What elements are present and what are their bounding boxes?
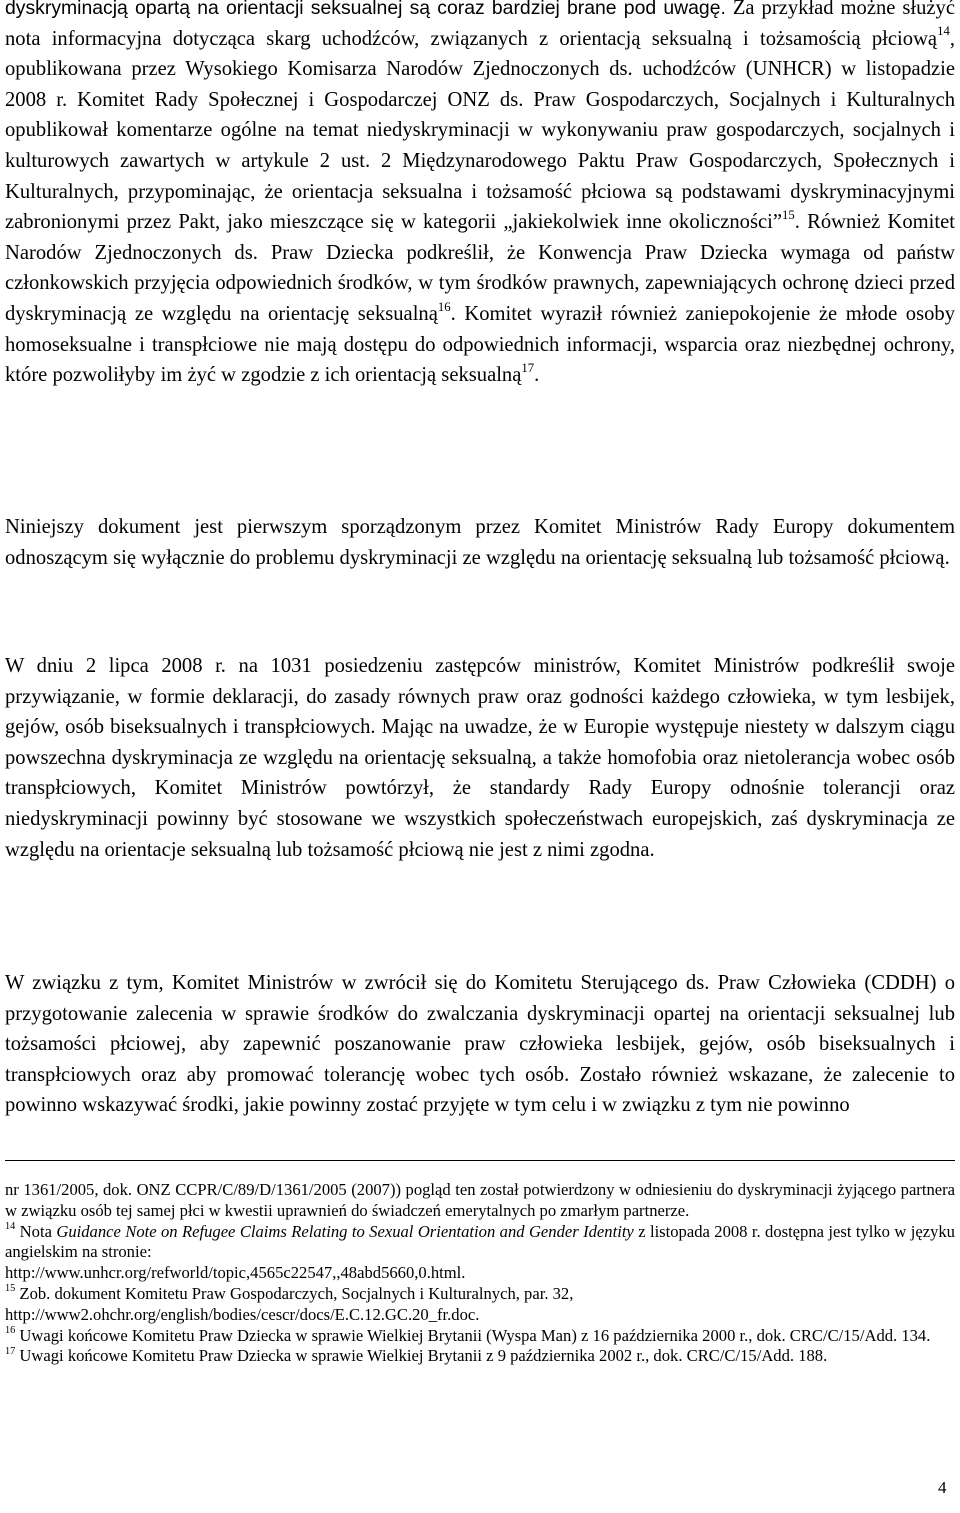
footnote-ref-17: 17 [521, 361, 535, 375]
footnote-15-text: Zob. dokument Komitetu Praw Gospodarczych, Socjalnych i Kulturalnych, par. 32, [15, 1283, 574, 1303]
footnote-separator [5, 1160, 955, 1161]
paragraph-1-text-d: . Również Komitet Narodów Zjednoczonych ds. [5, 211, 955, 264]
paragraph-1-lead: dyskryminacją opartą na orientacji seksualnej są coraz bardziej brane pod uwagę. [5, 0, 726, 19]
footnote-ref-15: 15 [781, 208, 795, 223]
footnote-14-number: 14 [5, 1221, 16, 1233]
footnotes [5, 1180, 955, 1367]
footnote-14-title: Guidance Note on Refugee Claims Relating to Sexual Orientation and Gender Identity [56, 1221, 634, 1241]
paragraph-4: W związku z tym, Komitet Ministrów w zwrócił się do Komitetu Sterującego ds. Praw Człowieka (CDDH) o przygotowanie zalecenia w sprawie środków do zwalczania dyskryminacji opartej na orientacji seksualnej lub tożsamości płciowej, aby zapewnić poszanowanie praw człowieka lesbijek, gejów, osób biseksualnych i transpłciowych oraz aby promować tolerancję wobec tych osób. Zostało również wskazane, że zalecenie to powinno wskazywać środki, jakie powinny zostać przyjęte w tym celu i w związku z tym nie powinno [5, 972, 955, 1117]
footnote-15-link[interactable]: http://www2.ohchr.org/english/bodies/cescr/docs/E.C.12.GC.20_fr.doc. [5, 1304, 480, 1324]
paragraph-1 [5, 0, 955, 391]
footnote-14-text-b: z listopada 2008 r. dostępna jest tylko w języku angielskim na stronie: [5, 1221, 955, 1262]
footnote-17-number: 17 [5, 1345, 16, 1357]
footnote-continuation: nr 1361/2005, dok. ONZ CCPR/C/89/D/1361/2005 (2007)) pogląd ten został potwierdzony w odniesieniu do dyskryminacji żyjącego partnera w związku osób tej samej płci w kwestii uprawnień do świadczeń emerytalnych po zmarłym partnerze. [5, 1180, 955, 1220]
footnote-14-text-a: Nota [15, 1221, 57, 1241]
paragraph-1-text-e: Praw Dziecka podkreślił, że Konwencja Praw Dziecka wymaga od państw członkowskich przyjęcia odpowiednich środków, w tym środków prawnych, zapewniających ochronę dzieci przed dyskryminacją ze względu na orientację seksualną [5, 241, 955, 325]
footnote-ref-16: 16 [437, 299, 451, 314]
footnote-ref-14: 14 [937, 24, 950, 39]
footnote-15 [5, 1284, 955, 1326]
footnote-16-number: 16 [5, 1325, 16, 1337]
paragraph-3: W dniu 2 lipca 2008 r. na 1031 posiedzeniu zastępców ministrów, Komitet Ministrów podkreślił swoje przywiązanie, w formie deklaracji, do zasady równych praw oraz godności każdego człowieka, w tym lesbijek, gejów, osób biseksualnych i transpłciowych. Mając na uwadze, że w Europie występuje niestety w dalszym ciągu powszechna dyskryminacja ze względu na orientację seksualną, a także homofobia oraz nietolerancja wobec osób transpłciowych, Komitet Ministrów powtórzył, że standardy Rady Europy odnośnie tolerancji oraz niedyskryminacji powinny być stosowane we wszystkich społeczeństwach europejskich, zaś dyskryminacja ze względu na orientacje seksualną lub tożsamość płciową nie jest z nimi zgodna. [5, 655, 955, 861]
paragraph-1-text-c: , opublikowana przez Wysokiego Komisarza Narodów Zjednoczonych ds. uchodźców (UNHCR) w listopadzie 2008 r. Komitet Rady Społecznej i Gospodarczej ONZ ds. Praw Gospodarczych, Socjalnych i Kulturalnych opublikował komentarze ogólne na temat niedyskryminacji w wykonywaniu praw gospodarczych, socjalnych i kulturowych zawartych w artykule 2 ust. 2 Międzynarodowego Paktu Praw Gospodarczych, Społecznych i Kulturalnych, przypominając, że orientacja seksualna i tożsamość płciowa są podstawami dyskryminacyjnymi zabronionymi przez Pakt, jako mieszczące się w kategorii „jakiekolwiek inne okoliczności” [5, 27, 955, 234]
footnote-17-text: Uwagi końcowe Komitetu Praw Dziecka w sprawie Wielkiej Brytanii z 9 października 2002 r., dok. CRC/C/15/Add. 188. [15, 1346, 828, 1366]
paragraph-1-text-g: . [534, 364, 540, 387]
paragraph-1-text-b: Za przykład możne służyć nota informacyjna dotycząca skarg uchodźców, związanych z orientacją seksualną i tożsamością płciową [5, 0, 955, 50]
footnote-15-number: 15 [5, 1283, 16, 1295]
paragraph-2: Niniejszy dokument jest pierwszym sporządzonym przez Komitet Ministrów Rady Europy dokumentem odnoszącym się wyłącznie do problemu dyskryminacji ze względu na orientację seksualną lub tożsamość płciową. [5, 516, 955, 569]
page-number: 4 [938, 1478, 947, 1497]
footnote-14 [5, 1222, 955, 1284]
paragraph-1-text-f: . Komitet wyraził również zaniepokojenie że młode osoby homoseksualne i transpłciowe nie mają dostępu do odpowiednich informacji, wsparcia oraz niezbędnej ochrony, które pozwoliłyby im żyć w zgodzie z ich orientacją seksualną [5, 302, 955, 387]
footnote-17 [5, 1346, 955, 1367]
footnote-14-link[interactable]: http://www.unhcr.org/refworld/topic,4565c22547,,48abd5660,0.html. [5, 1263, 466, 1283]
footnote-16 [5, 1326, 955, 1347]
footnote-16-text: Uwagi końcowe Komitetu Praw Dziecka w sprawie Wielkiej Brytanii (Wyspa Man) z 16 października 2000 r., dok. CRC/C/15/Add. 134. [15, 1325, 931, 1345]
